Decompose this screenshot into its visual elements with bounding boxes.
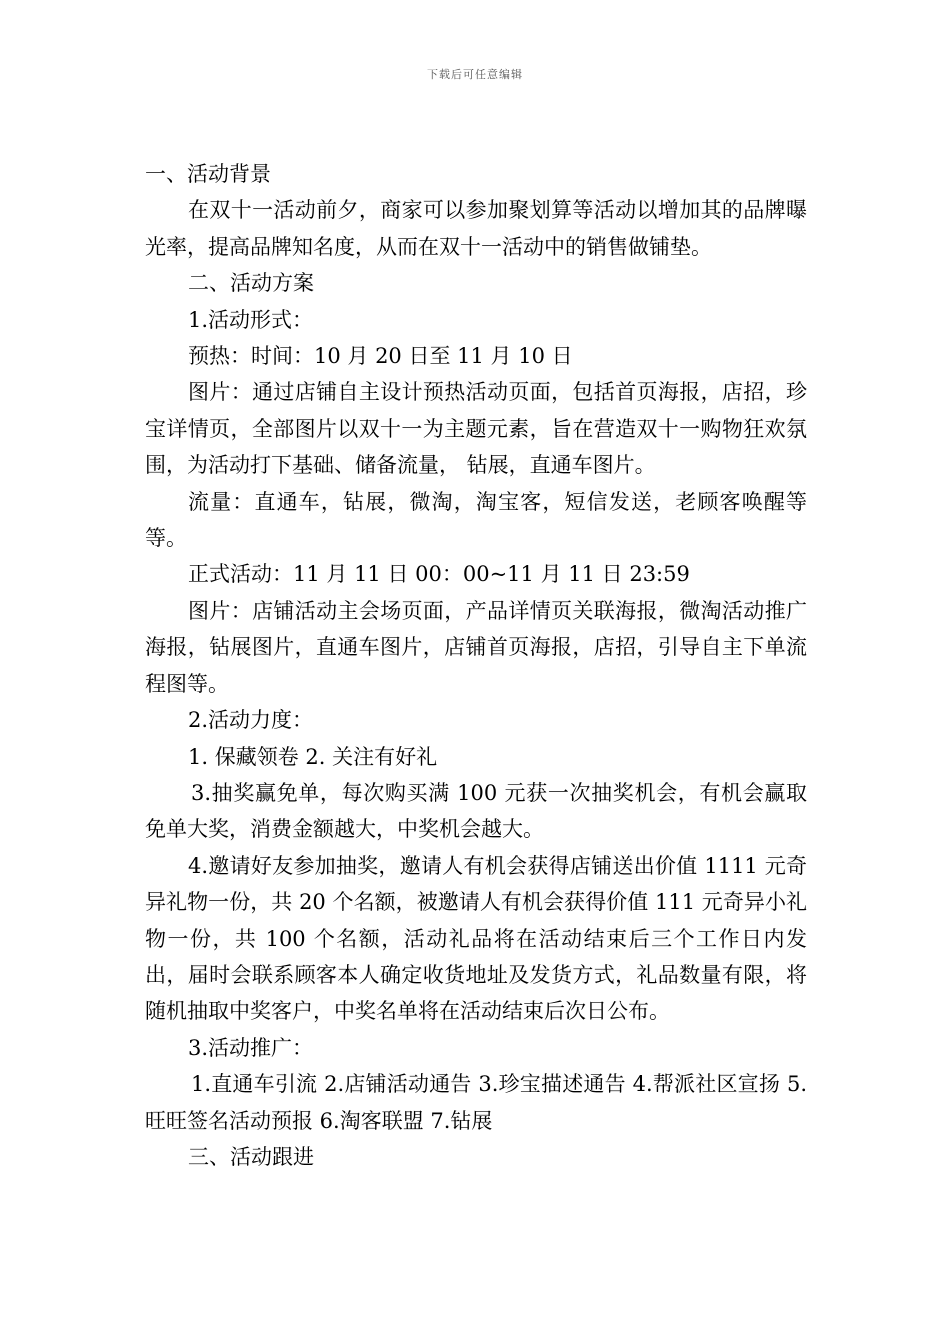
paragraph-formal-time: 正式活动：11 月 11 日 00：00~11 月 11 日 23:59 — [188, 562, 690, 587]
section-heading-followup: 三、活动跟进 — [188, 1144, 314, 1169]
document-body — [145, 156, 807, 1175]
paragraph-preheat-images: 图片：通过店铺自主设计预热活动页面，包括首页海报，店招，珍宝详情页，全部图片以双十一为主题元素，旨在营造双十一购物狂欢氛围，为活动打下基础、储备流量， 钻展，直通车图片。 — [145, 380, 807, 478]
paragraph-preheat-time: 预热：时间：10 月 20 日至 11 月 10 日 — [188, 344, 573, 369]
paragraph-promotion-list: 1.直通车引流 2.店铺活动通告 3.珍宝描述通告 4.帮派社区宣扬 5.旺旺签名活动预报 6.淘客联盟 7.钻展 — [145, 1072, 807, 1133]
header-note: 下载后可任意编辑 — [427, 68, 523, 81]
section-heading-plan: 二、活动方案 — [188, 271, 314, 296]
section-heading-background: 一、活动背景 — [145, 162, 271, 186]
paragraph-background: 在双十一活动前夕，商家可以参加聚划算等活动以增加其的品牌曝光率，提高品牌知名度，从而在双十一活动中的销售做铺垫。 — [145, 198, 807, 259]
subheading-activity-strength: 2.活动力度： — [188, 708, 314, 733]
paragraph-traffic: 流量：直通车，钻展，微淘，淘宝客，短信发送，老顾客唤醒等等。 — [145, 489, 807, 551]
subheading-activity-form: 1.活动形式： — [188, 307, 314, 332]
paragraph-coupons-gifts: 1. 保藏领卷 2. 关注有好礼 — [188, 744, 438, 769]
paragraph-lottery: 3.抽奖赢免单，每次购买满 100 元获一次抽奖机会，有机会赢取免单大奖，消费金额越大，中奖机会越大。 — [145, 780, 807, 842]
paragraph-invite-friends: 4.邀请好友参加抽奖，邀请人有机会获得店铺送出价值 1111 元奇异礼物一份，共 20 个名额，被邀请人有机会获得价值 111 元奇异小礼物一份，共 100 个名额，活动礼品将在活动结束后三个工作日内发出，届时会联系顾客本人确定收货地址及发货方式，礼品数量有限，将随机抽取中奖客户，中奖名单将在活动结束后次日公布。 — [145, 853, 807, 1024]
paragraph-formal-images: 图片：店铺活动主会场页面，产品详情页关联海报，微淘活动推广海报，钻展图片，直通车图片，店铺首页海报，店招，引导自主下单流程图等。 — [145, 598, 807, 696]
subheading-activity-promotion: 3.活动推广： — [188, 1035, 314, 1060]
